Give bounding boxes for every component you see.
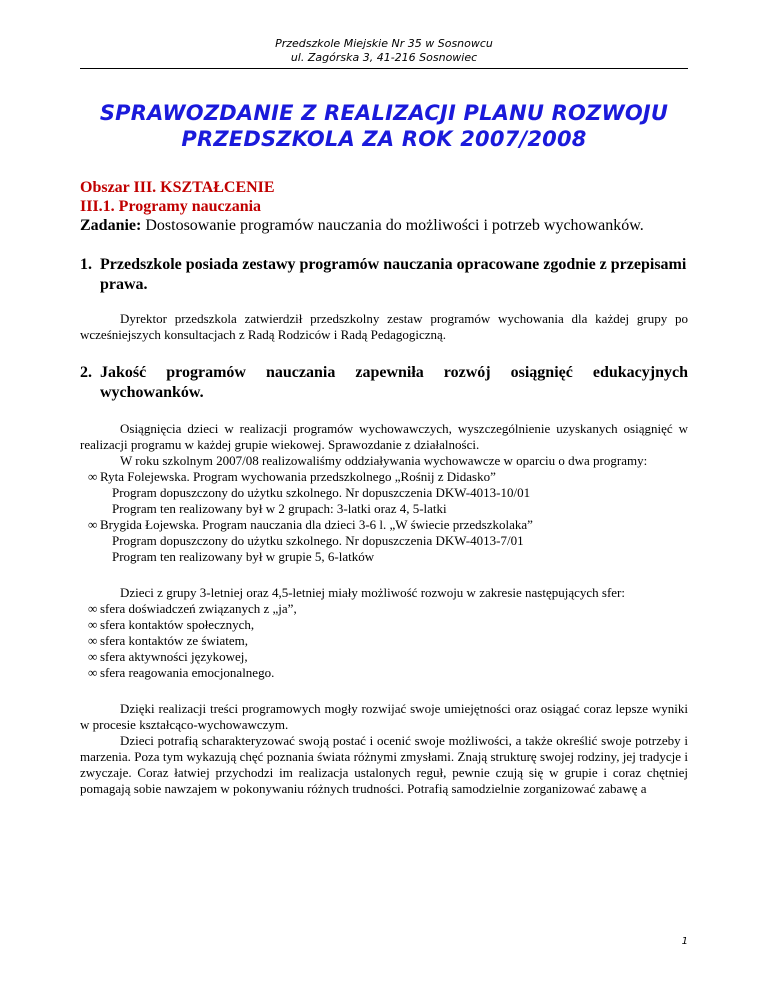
program-list <box>80 469 688 565</box>
section-2-paragraph-3: Dzieci z grupy 3-letniej oraz 4,5-letniej miały możliwość rozwoju w zakresie następujących sfer: <box>120 585 626 600</box>
sphere-list <box>80 601 688 681</box>
header-divider <box>80 68 688 69</box>
program-approval: Program dopuszczony do użytku szkolnego. Nr dopuszczenia DKW-4013-10/01 <box>112 485 531 500</box>
section-2-title: Jakość programów nauczania zapewniła rozwój osiągnięć edukacyjnych wychowanków. <box>100 364 688 401</box>
report-title <box>80 100 688 152</box>
section-2-number: 2. <box>80 364 92 381</box>
document-header <box>80 37 688 65</box>
header-line-1: Przedszkole Miejskie Nr 35 w Sosnowcu <box>275 37 493 50</box>
section-2-paragraph-2: W roku szkolnym 2007/08 realizowaliśmy oddziaływania wychowawcze w oparciu o dwa programy: <box>120 453 648 468</box>
list-item <box>80 601 688 617</box>
program-main: Ryta Folejewska. Program wychowania przedszkolnego „Rośnij z Didasko” <box>100 469 496 484</box>
section-1-heading <box>80 255 688 295</box>
header-line-2: ul. Zagórska 3, 41-216 Sosnowiec <box>290 51 478 64</box>
bullet-icon: ∞ <box>88 665 98 680</box>
task-text: Dostosowanie programów nauczania do możliwości i potrzeb wychowanków. <box>141 217 644 234</box>
section-1-number: 1. <box>80 256 92 273</box>
task-label: Zadanie: <box>80 217 142 234</box>
list-item <box>80 665 688 681</box>
section-2-paragraph-4: Dzięki realizacji treści programowych mogły rozwijać swoje umiejętności oraz osiągać coraz lepsze wyniki w procesie kształcąco-wychowawczym. <box>80 701 688 732</box>
bullet-icon: ∞ <box>88 617 98 632</box>
bullet-icon: ∞ <box>88 633 98 648</box>
report-title-line-1: SPRAWOZDANIE Z REALIZACJI PLANU ROZWOJU <box>99 101 669 125</box>
bullet-icon: ∞ <box>88 469 98 484</box>
page-number: 1 <box>681 936 688 947</box>
sphere-text: sfera kontaktów społecznych, <box>100 617 255 632</box>
list-item <box>80 633 688 649</box>
list-item <box>80 469 688 517</box>
sphere-text: sfera reagowania emocjonalnego. <box>100 665 275 680</box>
bullet-icon: ∞ <box>88 601 98 616</box>
section-2-paragraph-1: Osiągnięcia dzieci w realizacji programów wychowawczych, wyszczególnienie uzyskanych osiągnięć w realizacji programu w każdej grupie wiekowej. Sprawozdanie z działalności. <box>80 421 688 452</box>
program-scope: Program ten realizowany był w grupie 5, 6-latków <box>112 549 375 564</box>
section-1-title: Przedszkole posiada zestawy programów nauczania opracowane zgodnie z przepisami prawa. <box>100 256 687 293</box>
section-1-paragraph: Dyrektor przedszkola zatwierdził przedszkolny zestaw programów wychowania dla każdej grupy po wcześniejszych konsultacjach z Radą Rodziców i Radą Pedagogiczną. <box>80 311 688 342</box>
sphere-text: sfera kontaktów ze światem, <box>100 633 249 648</box>
section-2-heading <box>80 363 688 403</box>
document-body <box>80 178 688 797</box>
bullet-icon: ∞ <box>88 649 98 664</box>
bullet-icon: ∞ <box>88 517 98 532</box>
section-2-paragraph-5: Dzieci potrafią scharakteryzować swoją postać i ocenić swoje możliwości, a także określić swoje potrzeby i marzenia. Poza tym wykazują chęć poznania świata różnymi zmysłami. Znają strukturę swojej rodziny, jej tradycje i zwyczaje. Coraz łatwiej przychodzi im realizacja ustalonych reguł, pewnie czują się w grupie i coraz chętniej pomagają sobie nawzajem w pokonywaniu różnych trudności. Potrafią samodzielnie zorganizować zabawę a <box>80 733 688 796</box>
program-approval: Program dopuszczony do użytku szkolnego. Nr dopuszczenia DKW-4013-7/01 <box>112 533 524 548</box>
list-item <box>80 517 688 565</box>
list-item <box>80 649 688 665</box>
program-main: Brygida Łojewska. Program nauczania dla dzieci 3-6 l. „W świecie przedszkolaka” <box>100 517 533 532</box>
task-statement <box>80 216 688 235</box>
list-item <box>80 617 688 633</box>
subarea-title: III.1. Programy nauczania <box>80 198 262 215</box>
area-title: Obszar III. KSZTAŁCENIE <box>80 179 275 196</box>
report-title-line-2: PRZEDSZKOLA ZA ROK 2007/2008 <box>181 127 587 151</box>
sphere-text: sfera aktywności językowej, <box>100 649 248 664</box>
sphere-text: sfera doświadczeń związanych z „ja”, <box>100 601 297 616</box>
program-scope: Program ten realizowany był w 2 grupach: 3-latki oraz 4, 5-latki <box>112 501 447 516</box>
